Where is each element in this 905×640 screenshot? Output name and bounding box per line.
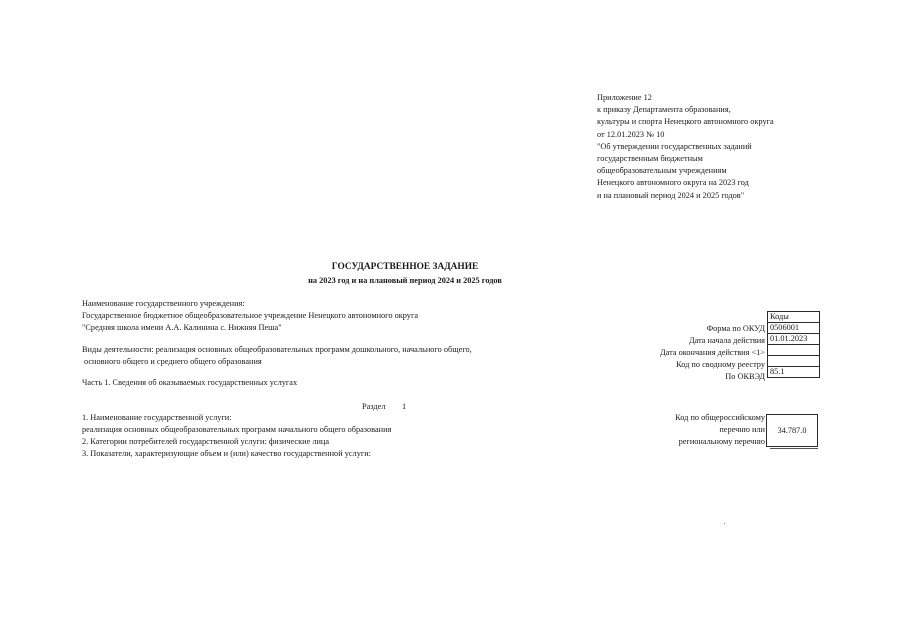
codes-value-end-date [768,345,820,356]
activity-line1: Виды деятельности: реализация основных общеобразовательных программ дошкольного, начального общего, [82,345,472,354]
registry-code-label-line1: Код по общероссийскому [675,413,765,422]
appendix-line: общеобразовательным учреждениям [597,166,727,176]
registry-code-box: 34.787.0 [766,414,818,447]
appendix-line: и на плановый период 2024 и 2025 годов" [597,190,745,200]
codes-value-okud: 0506001 [768,323,820,334]
codes-label-end-date: Дата окончания действия <1> [660,348,765,357]
appendix-line: культуры и спорта Ненецкого автономного округа [597,117,774,127]
codes-value-okved: 85.1 [768,367,820,378]
appendix-line: Ненецкого автономного округа на 2023 год [597,178,749,188]
institution-name-line1: Государственное бюджетное общеобразовательное учреждение Ненецкого автономного округа [82,311,419,320]
codes-label-okved: По ОКВЭД [725,372,765,381]
service-consumers: 2. Категории потребителей государственной услуги: физические лица [82,437,330,446]
appendix-block [597,92,774,202]
codes-value-registry [768,356,820,367]
registry-code-label-line3: региональному перечню [678,437,765,446]
service-indicators: 3. Показатели, характеризующие объем и (или) качество государственной услуги: [82,449,371,458]
codes-header: Коды [768,312,820,323]
appendix-line: к приказу Департамента образования, [597,105,731,115]
codes-label-start-date: Дата начала действия [688,336,765,345]
document-title: ГОСУДАРСТВЕННОЕ ЗАДАНИЕ [331,262,479,272]
document-subtitle: на 2023 год и на плановый период 2024 и 2025 годов [308,276,502,285]
codes-label-okud: Форма по ОКУД [706,324,765,333]
appendix-line: государственным бюджетным [597,153,703,163]
institution-label: Наименование государственного учреждения: [82,299,245,308]
section-number: 1 [402,402,407,411]
codes-value-start-date: 01.01.2023 [768,334,820,345]
codes-table [767,311,820,378]
service-name-label: 1. Наименование государственной услуги: [82,413,232,422]
appendix-line: Приложение 12 [597,93,652,102]
institution-name-line2: "Средняя школа имени А.А. Калинина с. Нижняя Пеша" [82,323,282,332]
activity-line2: основного общего и среднего общего образования [84,357,262,366]
codes-label-registry: Код по сводному реестру [676,360,765,369]
registry-code-box-underline [770,446,818,449]
section-label: Раздел [362,402,386,411]
appendix-line: от 12.01.2023 № 10 [597,129,665,139]
appendix-line: "Об утверждении государственных заданий [597,141,752,151]
service-name-value: реализация основных общеобразовательных программ начального общего образования [82,425,392,434]
scan-speck [724,523,725,524]
registry-code-label-line2: перечню или [719,425,765,434]
part-heading: Часть 1. Сведения об оказываемых государственных услугах [82,378,298,387]
